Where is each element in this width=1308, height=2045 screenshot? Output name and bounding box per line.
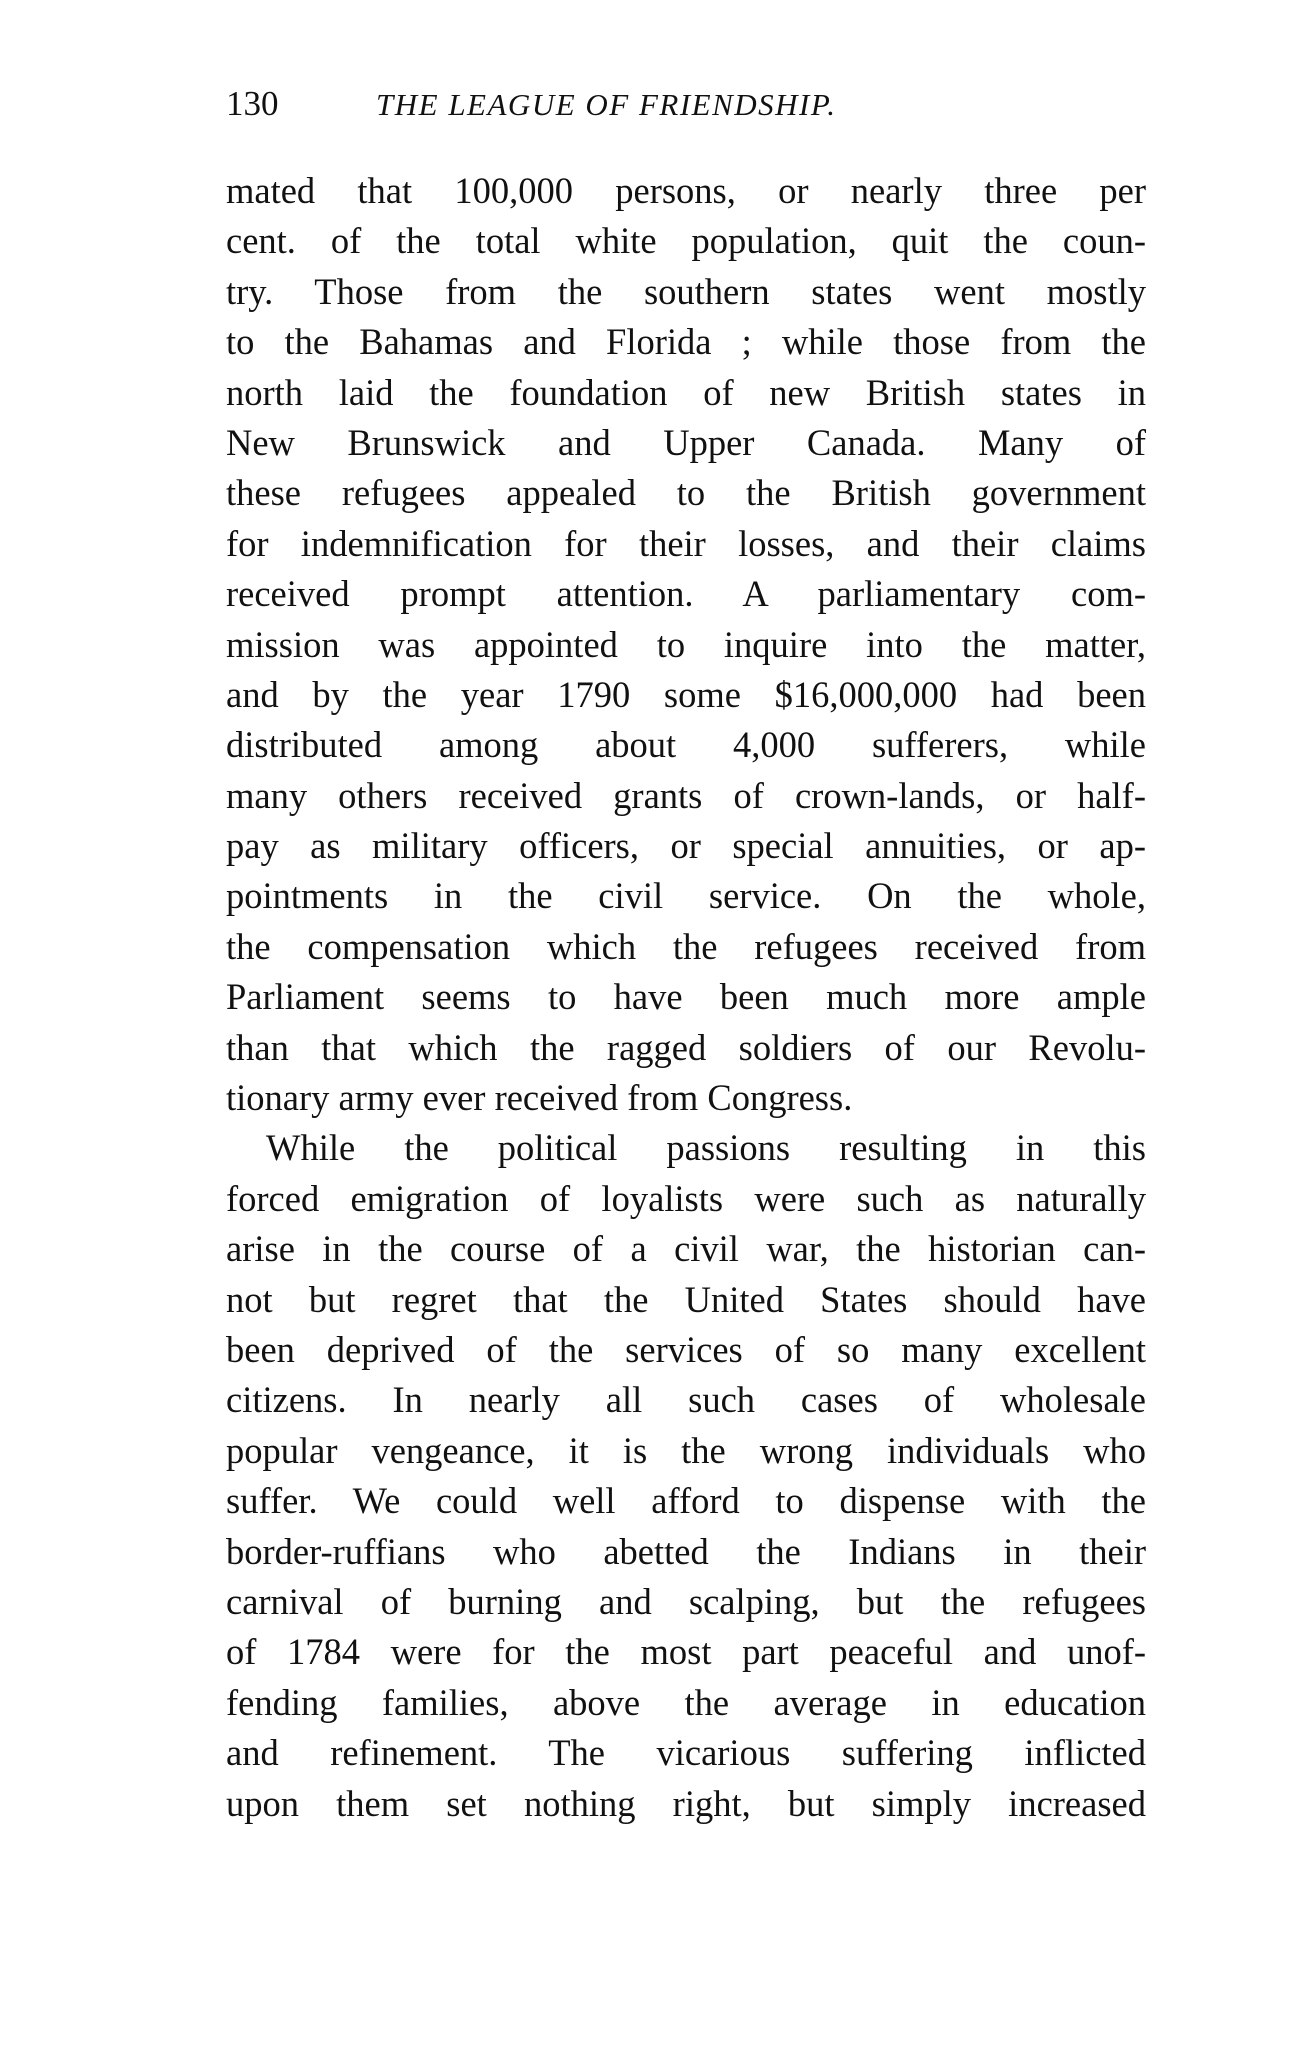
text-line: forced emigration of loyalists were such as naturally xyxy=(226,1177,1146,1219)
text-line: mated that 100,000 persons, or nearly three per xyxy=(226,170,1146,211)
running-header xyxy=(226,84,1146,134)
text-line: tionary army ever received from Congress. xyxy=(226,1077,853,1119)
text-line: not but regret that the United States should have xyxy=(226,1278,1146,1320)
text-line: for indemnification for their losses, and their claims xyxy=(226,522,1146,564)
text-line: received prompt attention. A parliamentary com- xyxy=(226,573,1146,615)
text-line: the compensation which the refugees received from xyxy=(226,925,1146,967)
text-line: been deprived of the services of so many excellent xyxy=(226,1328,1146,1370)
text-line: north laid the foundation of new British states in xyxy=(226,371,1146,413)
text-line: border-ruffians who abetted the Indians in their xyxy=(226,1530,1146,1572)
text-line: popular vengeance, it is the wrong individuals who xyxy=(226,1429,1146,1471)
text-line: cent. of the total white population, quit the coun- xyxy=(226,220,1146,262)
text-line: many others received grants of crown-lands, or half- xyxy=(226,774,1146,816)
text-line: than that which the ragged soldiers of our Revolu- xyxy=(226,1026,1146,1068)
text-line: arise in the course of a civil war, the historian can- xyxy=(226,1228,1146,1270)
text-line: and refinement. The vicarious suffering inflicted xyxy=(226,1732,1146,1774)
text-line: of 1784 were for the most part peaceful and unof- xyxy=(226,1631,1146,1673)
text-line: to the Bahamas and Florida ; while those from the xyxy=(226,321,1146,363)
text-line: pointments in the civil service. On the whole, xyxy=(226,875,1146,917)
text-line: upon them set nothing right, but simply increased xyxy=(226,1782,1146,1824)
text-line: citizens. In nearly all such cases of wholesale xyxy=(226,1379,1146,1421)
text-line: fending families, above the average in education xyxy=(226,1681,1146,1723)
paragraph-2 xyxy=(226,1123,1146,1828)
page-number: 130 xyxy=(226,84,279,123)
text-line: and by the year 1790 some $16,000,000 had been xyxy=(226,673,1146,715)
text-line: carnival of burning and scalping, but the refugees xyxy=(226,1580,1146,1622)
page-body xyxy=(226,166,1146,1829)
text-line: mission was appointed to inquire into the matter, xyxy=(226,623,1146,665)
text-line: suffer. We could well afford to dispense with the xyxy=(226,1480,1146,1522)
text-line: New Brunswick and Upper Canada. Many of xyxy=(226,421,1146,463)
text-line: these refugees appealed to the British government xyxy=(226,472,1146,514)
running-title: THE LEAGUE OF FRIENDSHIP. xyxy=(376,87,837,122)
text-line: pay as military officers, or special annuities, or ap- xyxy=(226,825,1146,867)
text-line: try. Those from the southern states went mostly xyxy=(226,270,1146,312)
text-line: distributed among about 4,000 sufferers, while xyxy=(226,724,1146,766)
paragraph-1 xyxy=(226,166,1146,1123)
text-line: Parliament seems to have been much more ample xyxy=(226,976,1146,1018)
text-line: While the political passions resulting in this xyxy=(266,1127,1146,1169)
